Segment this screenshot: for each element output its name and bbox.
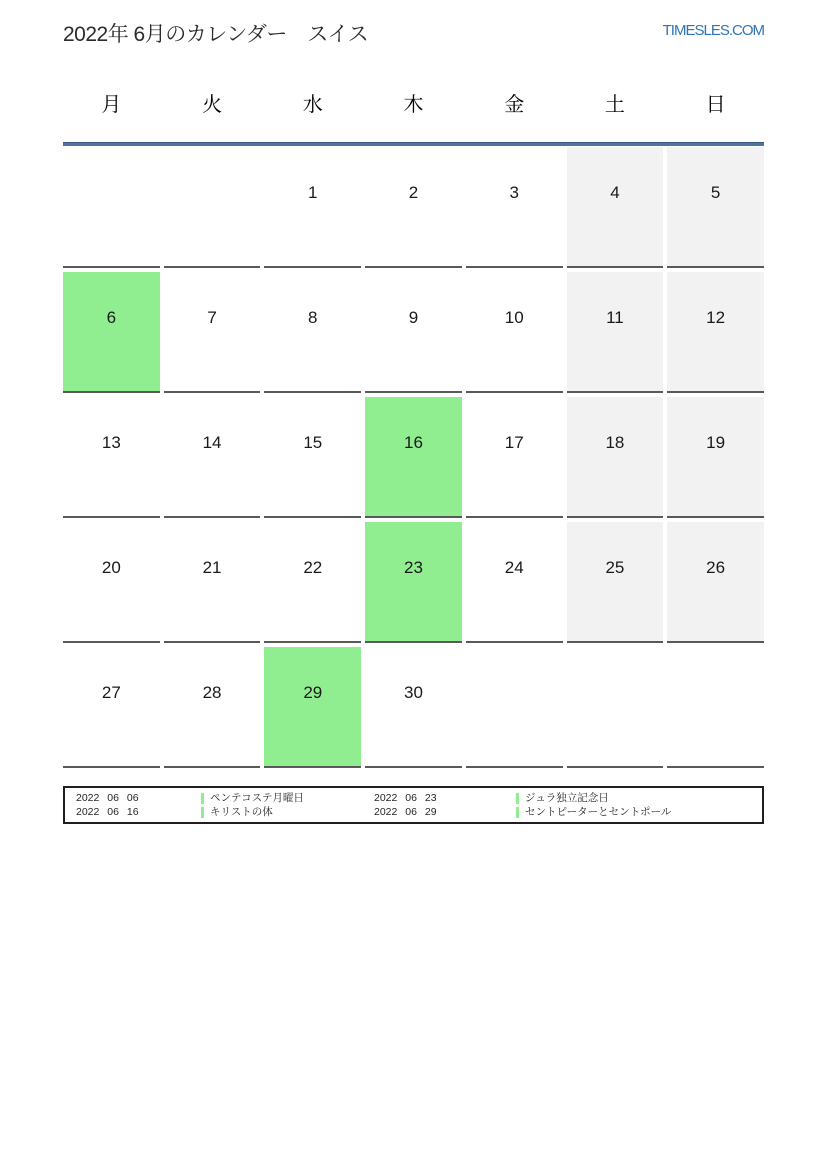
empty-cell bbox=[164, 147, 261, 268]
day-cell-18: 18 bbox=[567, 397, 664, 518]
day-cell-30: 30 bbox=[365, 647, 462, 768]
day-cell-17: 17 bbox=[466, 397, 563, 518]
day-cell-16: 16 bbox=[365, 397, 462, 518]
legend-holiday-name bbox=[516, 792, 762, 804]
day-cell-9: 9 bbox=[365, 272, 462, 393]
day-cell-15: 15 bbox=[264, 397, 361, 518]
holiday-marker bbox=[201, 807, 204, 818]
day-cell-5: 5 bbox=[667, 147, 764, 268]
empty-cell bbox=[667, 647, 764, 768]
legend-name-column bbox=[516, 792, 762, 818]
legend-date: 2022 06 23 bbox=[374, 792, 437, 804]
weekday-header-5: 土 bbox=[604, 94, 625, 116]
legend-date: 2022 06 06 bbox=[76, 792, 139, 804]
day-cell-7: 7 bbox=[164, 272, 261, 393]
day-cell-13: 13 bbox=[63, 397, 160, 518]
day-cell-20: 20 bbox=[63, 522, 160, 643]
site-logo[interactable]: TIMESLES.COM bbox=[662, 22, 764, 39]
day-cell-12: 12 bbox=[667, 272, 764, 393]
day-cell-10: 10 bbox=[466, 272, 563, 393]
day-cell-19: 19 bbox=[667, 397, 764, 518]
day-cell-26: 26 bbox=[667, 522, 764, 643]
legend-date-column bbox=[374, 792, 516, 818]
header-divider-line bbox=[63, 142, 764, 146]
empty-cell bbox=[567, 647, 664, 768]
day-cell-1: 1 bbox=[264, 147, 361, 268]
legend-date: 2022 06 29 bbox=[374, 806, 437, 818]
empty-cell bbox=[63, 147, 160, 268]
weekday-header-2: 水 bbox=[302, 94, 323, 116]
legend-holiday-label: キリストの体 bbox=[210, 806, 273, 818]
day-cell-6: 6 bbox=[63, 272, 160, 393]
page-title: 2022年 6月のカレンダー スイス bbox=[63, 23, 369, 46]
legend-date: 2022 06 16 bbox=[76, 806, 139, 818]
holiday-marker bbox=[516, 807, 519, 818]
day-cell-25: 25 bbox=[567, 522, 664, 643]
legend-holiday-name bbox=[516, 806, 762, 818]
day-cell-3: 3 bbox=[466, 147, 563, 268]
holiday-marker bbox=[516, 793, 519, 804]
empty-cell bbox=[466, 647, 563, 768]
legend-name-column bbox=[201, 792, 374, 818]
weekday-header-1: 火 bbox=[202, 94, 223, 116]
holiday-marker bbox=[201, 793, 204, 804]
weekday-header-3: 木 bbox=[403, 94, 424, 116]
legend-date-column bbox=[76, 792, 201, 818]
holiday-legend bbox=[63, 786, 764, 824]
day-cell-23: 23 bbox=[365, 522, 462, 643]
legend-holiday-label: ペンテコステ月曜日 bbox=[210, 792, 304, 804]
legend-holiday-name bbox=[201, 806, 374, 818]
day-cell-14: 14 bbox=[164, 397, 261, 518]
day-cell-4: 4 bbox=[567, 147, 664, 268]
day-cell-22: 22 bbox=[264, 522, 361, 643]
day-cell-27: 27 bbox=[63, 647, 160, 768]
day-cell-29: 29 bbox=[264, 647, 361, 768]
day-cell-24: 24 bbox=[466, 522, 563, 643]
weekday-header-4: 金 bbox=[504, 94, 525, 116]
calendar-grid bbox=[63, 147, 764, 768]
page-header bbox=[63, 18, 764, 48]
day-cell-8: 8 bbox=[264, 272, 361, 393]
legend-holiday-label: ジュラ独立記念日 bbox=[525, 792, 609, 804]
day-cell-11: 11 bbox=[567, 272, 664, 393]
legend-holiday-label: セントピーターとセントポール bbox=[525, 806, 672, 818]
weekday-header-0: 月 bbox=[101, 94, 122, 116]
legend-holiday-name bbox=[201, 792, 374, 804]
weekday-header-6: 日 bbox=[705, 94, 726, 116]
day-cell-28: 28 bbox=[164, 647, 261, 768]
day-cell-2: 2 bbox=[365, 147, 462, 268]
day-cell-21: 21 bbox=[164, 522, 261, 643]
weekday-header-row bbox=[63, 85, 764, 125]
calendar bbox=[63, 85, 764, 768]
